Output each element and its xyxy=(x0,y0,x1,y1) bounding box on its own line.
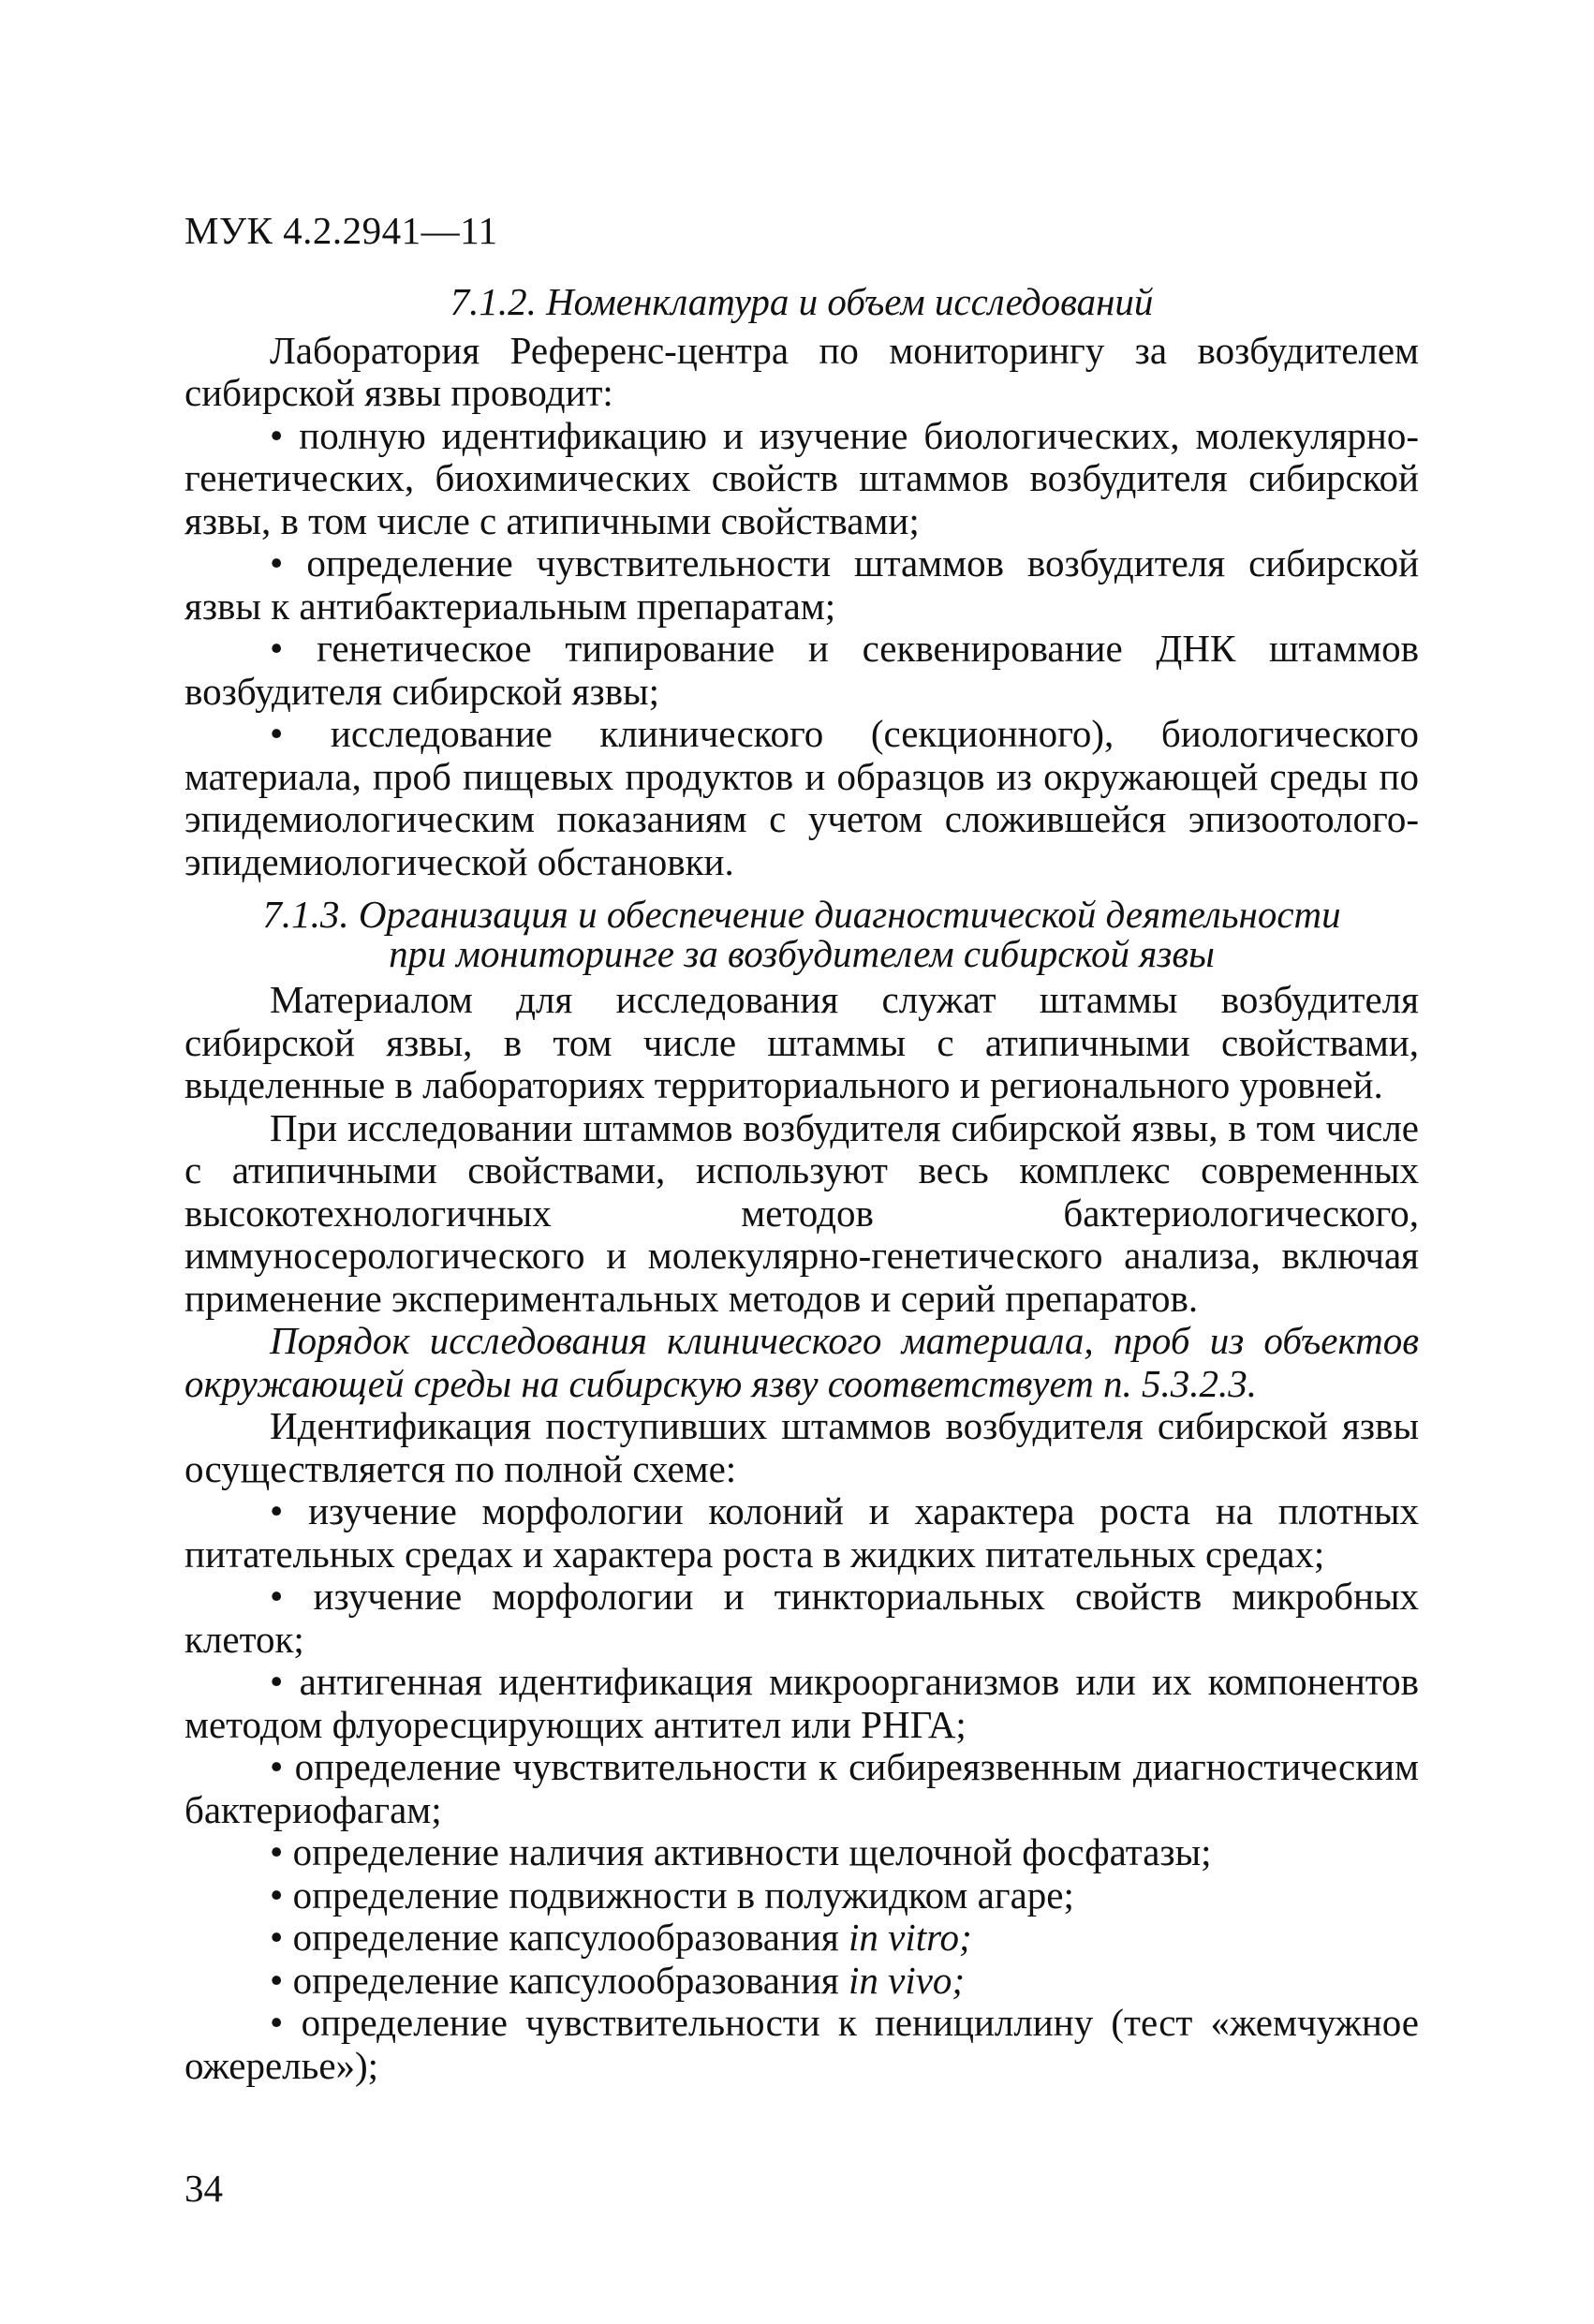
latin-term-in-vivo: in vivo; xyxy=(849,1958,966,2002)
section-713-title xyxy=(184,895,1419,973)
bullet-text: определение капсулообразования xyxy=(292,1958,849,2002)
section-713-bullet-in-vitro xyxy=(184,1917,1419,1960)
section-712-title: 7.1.2. Номенклатура и объем исследований xyxy=(450,280,1154,323)
document-body xyxy=(184,281,1419,2087)
page-number: 34 xyxy=(184,2167,223,2210)
section-713-paragraph-identification: Идентификация поступивших штаммов возбудителя сибирской язвы осуществляется по полной схеме: xyxy=(184,1404,1419,1490)
document-code-header: МУК 4.2.2941—11 xyxy=(184,209,498,252)
section-713-paragraph-procedure: Порядок исследования клинического материала, проб из объектов окружающей среды на сибирскую язву соответствует п. 5.3.2.3. xyxy=(184,1319,1419,1405)
section-712-bullet: • исследование клинического (секционного), биологического материала, проб пищевых продуктов и образцов из окружающей среды по эпидемиологическим показаниям с учетом сложившейся эпизоотолого-эпидемиологической обстановки. xyxy=(184,713,1419,883)
section-713-bullet-penicillin: • определение чувствительности к пенициллину (тест «жемчужное ожерелье»); xyxy=(184,2002,1419,2087)
section-713-bullet: • изучение морфологии колоний и характера роста на плотных питательных средах и характера роста в жидких питательных средах; xyxy=(184,1490,1419,1576)
section-713-paragraph-methods: При исследовании штаммов возбудителя сибирской язвы, в том числе с атипичными свойствами, используют весь комплекс современных высокотехнологичных методов бактериологического, иммуносерологического и молекулярно-генетического анализа, включая применение экспериментальных методов и серий препаратов. xyxy=(184,1105,1419,1320)
bullet-text: определение капсулообразования xyxy=(292,1916,849,1959)
section-713-bullet: • антигенная идентификация микроорганизмов или их компонентов методом флуоресцирующих антител или РНГА; xyxy=(184,1661,1419,1746)
section-713-title-line1: 7.1.3. Организация и обеспечение диагностической деятельности xyxy=(262,893,1341,936)
section-713-bullet: • определение подвижности в полужидком агаре; xyxy=(184,1874,1419,1917)
section-713-bullet: • изучение морфологии и тинкториальных свойств микробных клеток; xyxy=(184,1576,1419,1661)
latin-term-in-vitro: in vitro; xyxy=(849,1916,972,1959)
section-712-bullet: • генетическое типирование и секвенирование ДНК штаммов возбудителя сибирской язвы; xyxy=(184,628,1419,713)
section-712-bullet: • полную идентификацию и изучение биологических, молекулярно-генетических, биохимических свойств штаммов возбудителя сибирской язвы, в том числе с атипичными свойствами; xyxy=(184,415,1419,543)
section-712-bullet: • определение чувствительности штаммов возбудителя сибирской язвы к антибактериальным препаратам; xyxy=(184,542,1419,628)
section-713-paragraph-materials: Материалом для исследования служат штаммы возбудителя сибирской язвы, в том числе штаммы с атипичными свойствами, выделенные в лабораториях территориального и регионального уровней. xyxy=(184,978,1419,1106)
section-713-bullet-in-vivo xyxy=(184,1960,1419,2003)
section-713-bullet: • определение чувствительности к сибиреязвенным диагностическим бактериофагам; xyxy=(184,1746,1419,1831)
section-713-bullet: • определение наличия активности щелочной фосфатазы; xyxy=(184,1831,1419,1874)
section-712-intro: Лаборатория Референс-центра по мониторингу за возбудителем сибирской язвы проводит: xyxy=(184,328,1419,414)
section-713-title-line2: при мониторинге за возбудителем сибирской язвы xyxy=(389,932,1215,975)
